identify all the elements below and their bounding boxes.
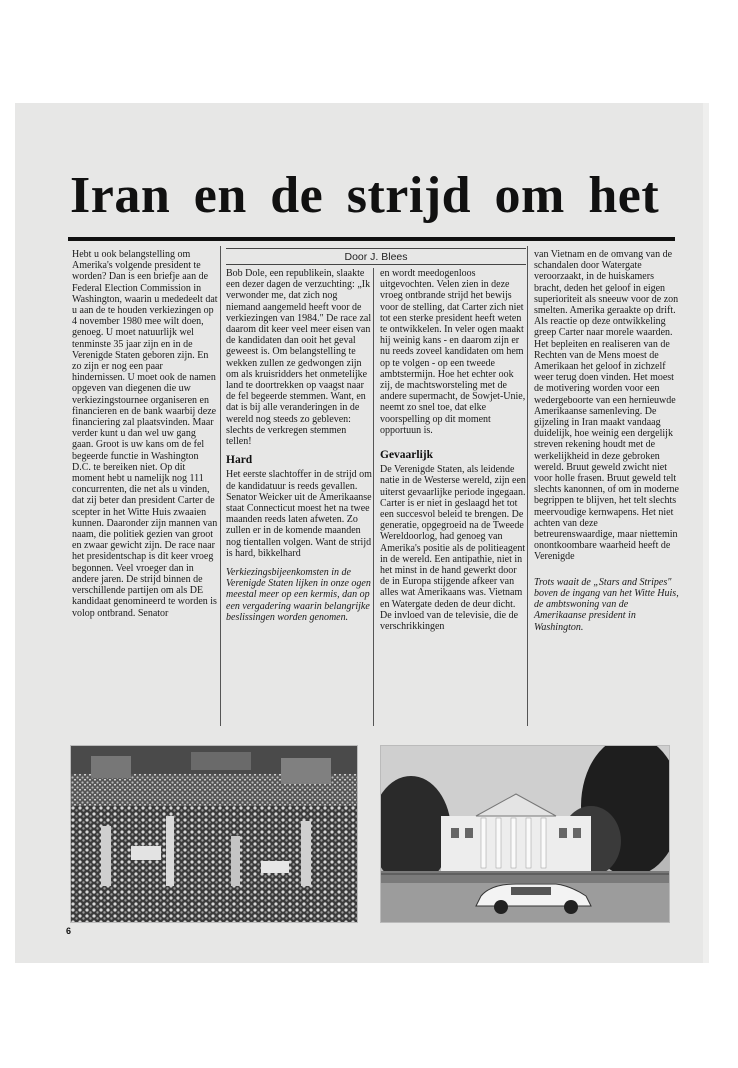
byline: Door J. Blees <box>344 251 408 263</box>
byline-rule-top <box>226 248 526 249</box>
page-edge <box>703 103 709 963</box>
body-text: en wordt meedogenloos uitgevochten. Velen zien in deze vroeg ontbrande strijd het bewijs voor de stelling, dat Carter zich niet tot een sterke president heeft weten te ontwikkelen. In veler ogen maakt hij weinig kans - en daarom zijn er nu reeds zoveel kandidaten om hem op te volgen - op een tweede ambtstermijn. Hoe het echter ook zij, de machtsworsteling met de andere supermacht, de Sowjet-Unie, neemt zo snel toe, dat elke voorspelling op dit moment opportuun is. <box>380 268 526 436</box>
byline-rule-bottom <box>226 264 526 265</box>
article-title: Iran en de strijd om het <box>70 167 660 224</box>
convention-crowd-image <box>71 746 357 922</box>
photo-caption-left: Verkiezingsbijeenkomsten in de Verenigde Staten lijken in onze ogen meestal meer op een kermis, dan op een vergadering waarin belangrijke beslissingen worden genomen. <box>226 567 371 623</box>
body-text: van Vietnam en de omvang van de schandalen door Watergate veroorzaakt, in de huiskamers bracht, deden het geloof in eigen superioriteit als sneeuw voor de zon smelten. Amerika geraakte op drift. Als reactie op deze ontwikkeling greep Carter naar morele waarden. Het bepleiten en realiseren van de Rechten van de Mens moest de Amerikaan het geloof in zichzelf weer terug doen vinden. Het moest de motivering worden voor een wedergeboorte van een hernieuwde Amerikaanse samenleving. De gijzeling in Iran maakt vandaag duidelijk, hoe weinig een dergelijk streven rekening houdt met de werkelijkheid in deze gebroken wereld. Bruut geweld zwicht niet voor holle frasen. Bruut geweld telt slechts kanonnen, of om in moderne begrippen te blijven, het telt slechts meervoudige kernwapens. Het niet achten van deze betreurenswaardige, maar niettemin onontkoombare waarheid heeft de Verenigde <box>534 249 679 563</box>
column-divider <box>373 268 374 726</box>
body-text: Het eerste slachtoffer in de strijd om de kandidatuur is reeds gevallen. Senator Weicker uit de Amerikaanse staat Connecticut moest het na twee maanden reeds laten afweten. Zo zullen er in de komende maanden nog tientallen volgen. Want de strijd is hard, bikkelhard <box>226 469 372 559</box>
column-2 <box>226 268 372 623</box>
white-house-photo <box>380 745 670 923</box>
subheading-hard: Hard <box>226 454 253 467</box>
photo-caption-right: Trots waait de „Stars and Stripes" boven de ingang van het Witte Huis, de ambtswoning van de Amerikaanse president in Washington. <box>534 576 679 633</box>
page-number: 6 <box>66 926 72 936</box>
convention-crowd-photo <box>70 745 358 923</box>
title-rule <box>68 237 675 241</box>
column-4 <box>534 249 680 633</box>
column-3 <box>380 268 526 632</box>
body-text: Hebt u ook belangstelling om Amerika's volgende president te worden? Dan is een briefje aan de Federal Election Commission in Washington, waarin u mededeelt dat u aan de te houden verkiezingen op 4 november 1980 mee wilt doen, genoeg. U moet natuurlijk wel tenminste 35 jaar zijn en in de Verenigde Staten geboren zijn. En zo zijn er nog een paar hindernissen. U moet ook de namen opgeven van diegenen die uw verkiezingstournee organiseren en financieren en de bank waarbij deze financiering zal plaatsvinden. Maar verder kunt u dan wel uw gang gaan. Groot is uw kans om de fel begeerde functie in Washington D.C. te bereiken niet. Op dit moment hebt u namelijk nog 111 concurrenten, die net als u vinden, dat zij beter dan president Carter de scepter in het Witte Huis zwaaien kunnen. Daaronder zijn mannen van naam, die politiek gezien van groot en zwaar gewicht zijn. De race naar het presidentschap is dit keer vroeg begonnen. Veel vroeger dan in andere jaren. De strijd binnen de verschillende partijen om als DE kandidaat genomineerd te worden is volop ontbrand. Senator <box>72 249 218 619</box>
white-house-image <box>381 746 669 922</box>
subheading-gevaarlijk: Gevaarlijk <box>380 449 434 462</box>
column-1 <box>72 249 218 619</box>
column-divider <box>527 246 528 726</box>
body-text: De Verenigde Staten, als leidende natie in de Westerse wereld, zijn een uiterst gevaarlijke periode ingegaan. Carter is er niet in geslaagd het tot een succesvol beleid te brengen. De generatie, opgegroeid na de Tweede Wereldoorlog, had genoeg van Amerika's positie als de politieagent in de wereld. Een antipathie, niet in het minst in de hand gewerkt door de in Europa stijgende afkeer van alles wat Amerikaans was. Vietnam en Watergate deden de deur dicht. De invloed van de televisie, die de verschrikkingen <box>380 464 526 633</box>
column-divider <box>220 246 221 726</box>
body-text: Bob Dole, een republikein, slaakte een dezer dagen de verzuchting: „Ik verwonder me, dat zich nog niemand aangemeld heeft voor de verkiezingen van 1984." De race zal daarom dit keer veel meer eisen van de kandidaten dan ooit het geval geweest is. Om belangstelling te wekken zullen ze gedwongen zijn om als kruisridders het onmetelijke land te doortrekken op vaagst naar de fel begeerde stemmen. Want, en dat is bij alle veranderingen in de wereld nog steeds zo gebleven: slechts de verkregen stemmen tellen! <box>226 268 372 448</box>
